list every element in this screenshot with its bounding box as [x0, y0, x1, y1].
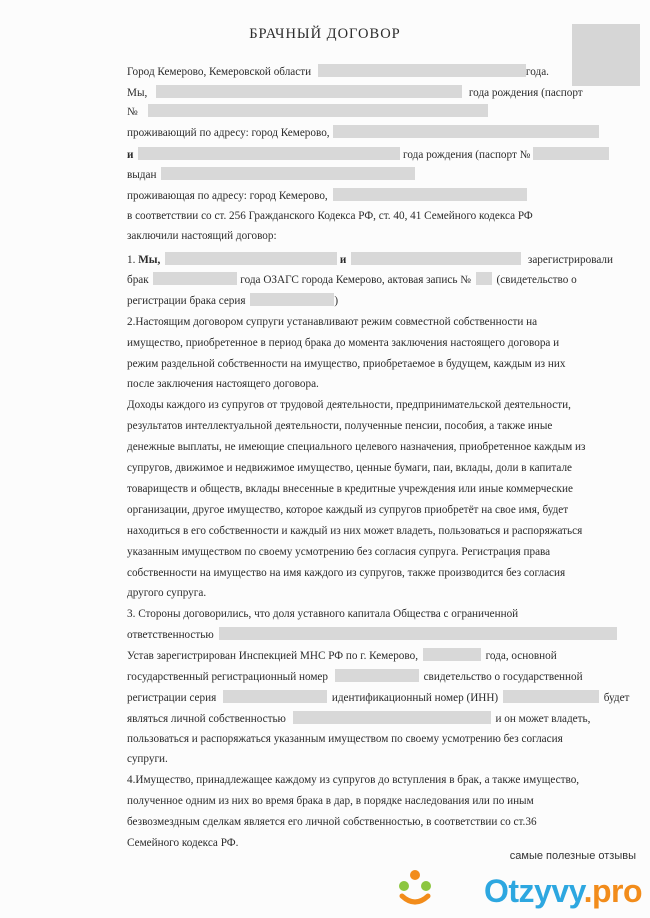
clause-3-line-5: регистрации серия идентификационный номер (ИНН) будет [127, 692, 630, 704]
income-line-6: организации, другое имущество, которое каждый из супругов приобретёт на свое имя, будет [127, 504, 569, 516]
redaction-block [333, 125, 599, 138]
income-line-3: денежные выплаты, не имеющие специального целевого назначения, приобретенное каждым из [127, 441, 586, 453]
clause-3-line-7: пользоваться и распоряжаться указанным имуществом по своему усмотрению без согласия [127, 733, 563, 745]
clause-3-line-3: Устав зарегистрирован Инспекцией МНС РФ по г. Кемерово, года, основной [127, 650, 557, 662]
redaction-block [533, 147, 609, 160]
income-line-10: другого супруга. [127, 587, 207, 599]
income-line-4: супругов, движимое и недвижимое имущество, ценные бумаги, паи, вклады, доли в капитале [127, 462, 573, 474]
clause-3-line-1: 3. Стороны договорились, что доля уставного капитала Общества с ограниченной [127, 608, 519, 620]
redaction-block [219, 627, 617, 640]
redaction-block [293, 711, 491, 724]
clause-3-line-4: государственный регистрационный номер свидетельство о государственной [127, 671, 583, 683]
parties-line: Мы, года рождения (паспорт [127, 87, 583, 99]
redaction-block [351, 252, 521, 265]
redaction-block [476, 272, 492, 285]
clause-1-line-1: 1. Мы, и зарегистрировали [127, 254, 613, 266]
clause-4-line-3: безвозмездным сделкам является его личной собственностью, в соответствии со ст.36 [127, 816, 537, 828]
redaction-block [503, 690, 599, 703]
basis-line: в соответствии со ст. 256 Гражданского Кодекса РФ, ст. 40, 41 Семейного кодекса РФ [127, 210, 533, 222]
agreement-line: заключили настоящий договор: [127, 230, 277, 242]
watermark-logo: Otzyvy.pro [484, 873, 642, 909]
redaction-block [161, 167, 415, 180]
clause-1-line-3: регистрации брака серия ) [127, 295, 339, 307]
income-line-9: собственности на имущество на имя каждого из супругов, также производится без согласия [127, 567, 566, 579]
clause-2-line-1: 2.Настоящим договором супруги устанавливают режим совместной собственности на [127, 316, 538, 328]
clause-2-line-2: имущество, приобретенное в период брака до момента заключения настоящего договора и [127, 337, 560, 349]
redaction-block [165, 252, 337, 265]
clause-4-line-4: Семейного кодекса РФ. [127, 837, 239, 849]
redaction-block [138, 147, 400, 160]
clause-3-line-8: супруги. [127, 753, 168, 765]
clause-3-line-2: ответственностью [127, 627, 625, 643]
clause-4-line-2: полученное одним из них во время брака в дар, в порядке наследования или по иным [127, 795, 534, 807]
document-title: БРАЧНЫЙ ДОГОВОР [249, 26, 401, 42]
clause-2-line-4: после заключения настоящего договора. [127, 378, 319, 390]
income-line-8: указанным имуществом по своему усмотрению без согласия супруга. Регистрация права [127, 546, 551, 558]
income-line-7: находиться в его собственности и каждый из них может владеть, пользоваться и распоряжаться [127, 525, 583, 537]
redaction-block [148, 104, 488, 117]
clause-3-line-6: являться личной собственностью и он может владеть, [127, 713, 591, 725]
income-line-2: результатов интеллектуальной деятельности, полученные пенсии, пособия, а также иные [127, 420, 553, 432]
redaction-block [423, 648, 481, 661]
redaction-block [333, 188, 527, 201]
second-party-line: и года рождения (паспорт № [127, 147, 625, 163]
address-line-1: проживающий по адресу: город Кемерово, [127, 125, 625, 141]
clause-2-line-3: режим раздельной собственности на имущество, приобретаемое в будущем, каждым из них [127, 358, 566, 370]
redaction-block [250, 293, 334, 306]
passport-line-1: № [127, 104, 625, 120]
redaction-block [335, 669, 419, 682]
redaction-block [223, 690, 327, 703]
issued-line: выдан [127, 167, 625, 183]
income-line-1: Доходы каждого из супругов от трудовой деятельности, предпринимательской деятельности, [127, 399, 571, 411]
clause-4-line-1: 4.Имущество, принадлежащее каждому из супругов до вступления в брак, а также имущество, [127, 774, 580, 786]
redaction-block [318, 64, 526, 77]
redaction-block [156, 85, 462, 98]
address-line-2: проживающая по адресу: город Кемерово, [127, 188, 625, 204]
clause-1-line-2: брак года ОЗАГС города Кемерово, актовая запись № (свидетельство о [127, 274, 577, 286]
otzyvy-watermark[interactable] [392, 850, 642, 910]
city-line: Город Кемерово, Кемеровской области года. [127, 66, 549, 78]
smiley-logo-icon [396, 866, 434, 906]
income-line-5: товариществ и обществ, вклады внесенные в кредитные учреждения или иные коммерческие [127, 483, 573, 495]
watermark-tagline: самые полезные отзывы [509, 850, 636, 862]
redaction-block [153, 272, 237, 285]
